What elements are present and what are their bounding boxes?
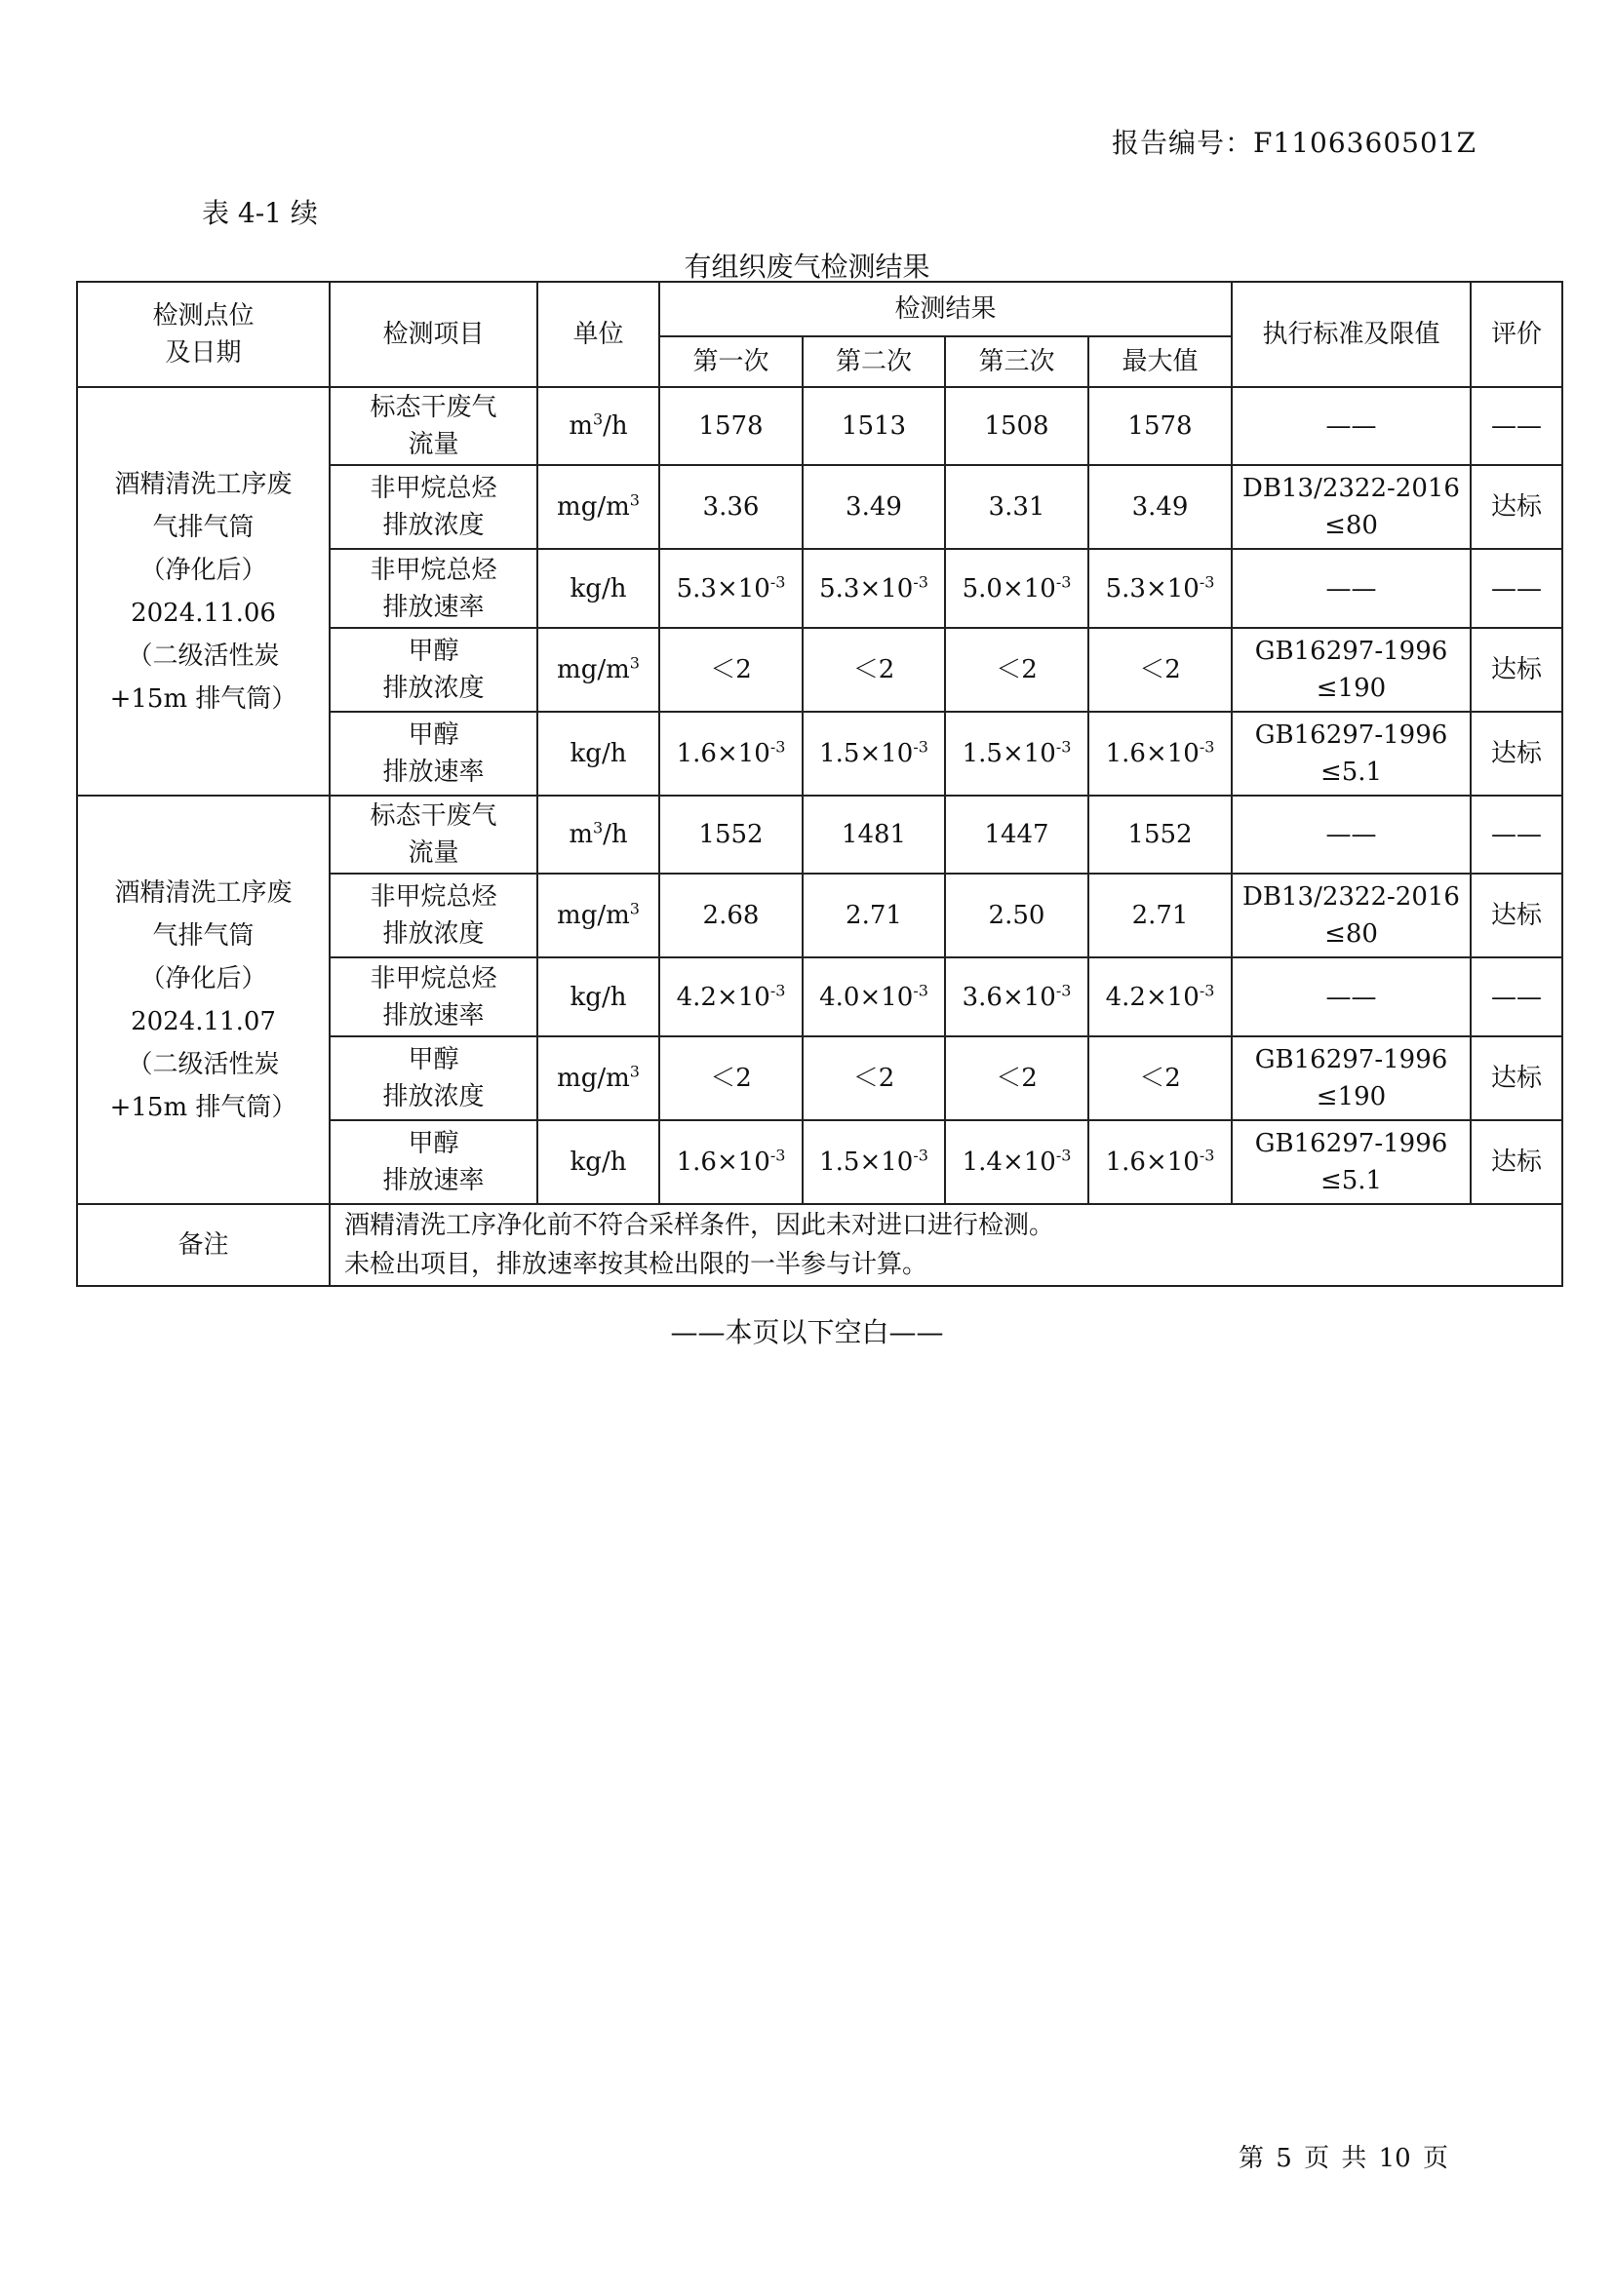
result-value: 2.71: [846, 901, 902, 930]
result-value: 1.5×10: [819, 1148, 914, 1177]
evaluation: 达标: [1471, 874, 1562, 957]
header-run2: 第二次: [803, 336, 945, 387]
test-item-line: 流量: [408, 838, 459, 868]
result-run-2: [803, 796, 945, 874]
sampling-point-line: +15m 排气筒）: [109, 1092, 297, 1122]
evaluation: 达标: [1471, 628, 1562, 712]
unit: [537, 1120, 659, 1204]
unit-base: mg/m: [557, 901, 630, 930]
result-exponent: -3: [913, 571, 928, 591]
result-value: 1578: [1127, 411, 1193, 441]
test-item: [330, 712, 537, 796]
standard-limit: [1232, 1120, 1471, 1204]
test-item-line: 甲醇: [408, 1045, 459, 1074]
unit: [537, 874, 659, 957]
unit-suffix: /h: [603, 411, 628, 441]
table-caption: 表 4-1 续: [202, 197, 318, 229]
standard-line: GB16297-1996: [1254, 1129, 1448, 1158]
unit-base: kg/h: [570, 739, 627, 768]
standard-limit: [1232, 387, 1471, 465]
test-item-line: 甲醇: [408, 1129, 459, 1158]
result-value: ＜2: [852, 1064, 895, 1093]
result-exponent: -3: [769, 980, 786, 999]
result-value: 1552: [1127, 820, 1193, 849]
standard-line: ≤80: [1324, 511, 1378, 540]
result-run-1: [659, 549, 803, 628]
result-value: ＜2: [996, 655, 1038, 684]
table-row: [77, 796, 1562, 874]
header-run3: 第三次: [945, 336, 1088, 387]
test-item: [330, 1120, 537, 1204]
result-run-3: [945, 1036, 1088, 1120]
result-value: 1508: [984, 411, 1049, 441]
evaluation: ——: [1471, 957, 1562, 1036]
test-item: [330, 796, 537, 874]
standard-limit: [1232, 628, 1471, 712]
result-run-2: [803, 712, 945, 796]
unit-base: mg/m: [557, 655, 630, 684]
result-run-2: [803, 628, 945, 712]
test-item: [330, 628, 537, 712]
standard-line: ——: [1325, 982, 1377, 1012]
unit-base: kg/h: [570, 982, 627, 1012]
unit-base: mg/m: [557, 1064, 630, 1093]
result-value: 3.6×10: [962, 982, 1056, 1012]
test-item-line: 标态干废气: [370, 393, 497, 422]
sampling-point-line: 2024.11.06: [131, 598, 276, 628]
test-item: [330, 1036, 537, 1120]
test-item-line: 排放速率: [382, 1000, 485, 1031]
sampling-point: [77, 796, 330, 1204]
unit-exponent: 3: [592, 409, 604, 429]
result-value: 1513: [841, 411, 907, 441]
result-max: [1088, 796, 1232, 874]
standard-line: ≤5.1: [1319, 758, 1383, 787]
result-exponent: -3: [1199, 1146, 1215, 1165]
remarks-line: 酒精清洗工序净化前不符合采样条件，因此未对进口进行检测。: [344, 1211, 1055, 1240]
remarks-line: 未检出项目，排放速率按其检出限的一半参与计算。: [344, 1250, 928, 1279]
result-exponent: -3: [1199, 571, 1215, 591]
result-value: 3.31: [988, 492, 1045, 522]
standard-line: ≤5.1: [1319, 1166, 1383, 1195]
test-item-line: 非甲烷总烃: [370, 882, 497, 912]
test-item-line: 流量: [408, 430, 459, 459]
test-item-line: 甲醇: [408, 720, 459, 750]
unit-base: m: [569, 820, 593, 849]
results-table: [76, 281, 1563, 1287]
standard-line: ≤190: [1316, 1082, 1387, 1111]
result-run-3: [945, 628, 1088, 712]
remarks-text: [330, 1204, 1562, 1286]
result-exponent: -3: [769, 571, 786, 591]
sampling-point-line: （二级活性炭: [127, 1049, 280, 1079]
unit: [537, 1036, 659, 1120]
result-max: [1088, 874, 1232, 957]
result-exponent: -3: [913, 980, 928, 999]
test-item-line: 甲醇: [408, 637, 459, 666]
unit-base: m: [569, 411, 593, 441]
result-exponent: -3: [913, 1146, 928, 1165]
result-max: [1088, 549, 1232, 628]
result-value: 1552: [698, 820, 764, 849]
result-exponent: -3: [769, 1146, 786, 1165]
header-evaluation: 评价: [1471, 282, 1562, 387]
standard-line: ——: [1325, 820, 1377, 849]
evaluation: ——: [1471, 549, 1562, 628]
test-item-line: 排放速率: [382, 592, 485, 622]
unit-suffix: /h: [603, 820, 628, 849]
test-item: [330, 874, 537, 957]
result-exponent: -3: [1055, 737, 1072, 757]
evaluation: 达标: [1471, 1120, 1562, 1204]
test-item-line: 排放浓度: [382, 1082, 485, 1111]
standard-line: DB13/2322-2016: [1242, 474, 1460, 503]
result-value: 1.5×10: [819, 739, 914, 768]
result-run-3: [945, 549, 1088, 628]
result-exponent: -3: [1055, 980, 1072, 999]
result-run-3: [945, 387, 1088, 465]
test-item-line: 排放浓度: [382, 674, 485, 703]
result-max: [1088, 712, 1232, 796]
unit-exponent: 3: [629, 490, 640, 510]
result-run-3: [945, 796, 1088, 874]
unit-base: kg/h: [570, 1148, 627, 1177]
result-exponent: -3: [1055, 1146, 1072, 1165]
unit-exponent: 3: [592, 818, 604, 837]
header-run1: 第一次: [659, 336, 803, 387]
evaluation: ——: [1471, 796, 1562, 874]
header-standard: 执行标准及限值: [1232, 282, 1471, 387]
unit: [537, 712, 659, 796]
result-value: ＜2: [1139, 1064, 1181, 1093]
sampling-point-line: 气排气筒: [152, 512, 255, 542]
standard-line: GB16297-1996: [1254, 637, 1448, 666]
header-item: 检测项目: [330, 282, 537, 387]
result-run-1: [659, 796, 803, 874]
header-point: [77, 282, 330, 387]
result-value: 1.4×10: [962, 1148, 1056, 1177]
unit: [537, 465, 659, 549]
result-run-1: [659, 712, 803, 796]
table-row: [77, 387, 1562, 465]
result-value: 1447: [984, 820, 1049, 849]
result-run-3: [945, 874, 1088, 957]
standard-limit: [1232, 549, 1471, 628]
header-max: 最大值: [1088, 336, 1232, 387]
result-value: 2.71: [1131, 901, 1189, 930]
result-value: ＜2: [996, 1064, 1038, 1093]
result-run-1: [659, 957, 803, 1036]
sampling-point-line: （二级活性炭: [127, 641, 280, 671]
test-item-line: 排放速率: [382, 1166, 485, 1195]
evaluation: ——: [1471, 387, 1562, 465]
test-item: [330, 957, 537, 1036]
result-value: 3.49: [846, 492, 902, 522]
result-value: ＜2: [852, 655, 895, 684]
standard-line: ≤80: [1324, 919, 1378, 949]
unit: [537, 549, 659, 628]
result-max: [1088, 465, 1232, 549]
result-value: 4.2×10: [1105, 982, 1200, 1012]
result-run-3: [945, 957, 1088, 1036]
result-max: [1088, 1120, 1232, 1204]
result-run-2: [803, 465, 945, 549]
result-value: 1.6×10: [676, 739, 770, 768]
result-run-1: [659, 465, 803, 549]
result-run-2: [803, 1120, 945, 1204]
result-run-2: [803, 1036, 945, 1120]
result-run-2: [803, 387, 945, 465]
standard-line: ——: [1325, 573, 1377, 603]
result-value: 5.3×10: [676, 573, 770, 603]
standard-line: GB16297-1996: [1254, 720, 1448, 750]
result-value: 5.3×10: [819, 573, 914, 603]
test-item-line: 非甲烷总烃: [370, 555, 497, 585]
result-run-2: [803, 957, 945, 1036]
evaluation: 达标: [1471, 465, 1562, 549]
test-item-line: 排放浓度: [382, 919, 485, 949]
sampling-point-line: （净化后）: [139, 963, 267, 993]
test-item-line: 非甲烷总烃: [370, 474, 497, 503]
result-run-1: [659, 387, 803, 465]
result-value: 1.5×10: [962, 739, 1056, 768]
result-run-1: [659, 874, 803, 957]
result-value: 1481: [841, 820, 907, 849]
table-body: [77, 387, 1562, 1204]
result-run-3: [945, 1120, 1088, 1204]
unit: [537, 796, 659, 874]
result-run-3: [945, 712, 1088, 796]
result-value: 3.49: [1131, 492, 1189, 522]
table-title: 有组织废气检测结果: [684, 251, 930, 283]
test-item-line: 标态干废气: [370, 801, 497, 831]
standard-limit: [1232, 465, 1471, 549]
test-item: [330, 549, 537, 628]
test-item-line: 非甲烷总烃: [370, 963, 497, 993]
result-max: [1088, 387, 1232, 465]
result-value: ＜2: [1139, 655, 1181, 684]
standard-limit: [1232, 712, 1471, 796]
standard-line: DB13/2322-2016: [1242, 882, 1460, 912]
sampling-point-line: 2024.11.07: [131, 1006, 276, 1036]
sampling-point: [77, 387, 330, 796]
unit-exponent: 3: [629, 653, 640, 673]
sampling-point-line: （净化后）: [139, 555, 267, 585]
remarks-label: 备注: [77, 1204, 330, 1286]
standard-line: ——: [1325, 411, 1377, 441]
report-number: 报告编号：F1106360501Z: [1112, 127, 1477, 159]
evaluation: 达标: [1471, 712, 1562, 796]
result-value: 4.0×10: [819, 982, 914, 1012]
result-value: ＜2: [710, 1064, 752, 1093]
unit: [537, 628, 659, 712]
result-value: 2.50: [988, 901, 1045, 930]
unit: [537, 957, 659, 1036]
standard-limit: [1232, 874, 1471, 957]
result-max: [1088, 957, 1232, 1036]
result-value: 2.68: [702, 901, 760, 930]
result-exponent: -3: [769, 737, 786, 757]
standard-limit: [1232, 1036, 1471, 1120]
result-run-2: [803, 874, 945, 957]
result-run-1: [659, 1036, 803, 1120]
test-item-line: 排放浓度: [382, 511, 485, 540]
sampling-point-line: 酒精清洗工序废: [114, 877, 293, 908]
result-exponent: -3: [1199, 737, 1215, 757]
standard-limit: [1232, 957, 1471, 1036]
result-value: 5.3×10: [1105, 573, 1200, 603]
page-number: 第 5 页 共 10 页: [1239, 2144, 1448, 2173]
test-item: [330, 387, 537, 465]
result-value: 1.6×10: [1105, 1148, 1200, 1177]
unit-base: mg/m: [557, 492, 630, 522]
test-item: [330, 465, 537, 549]
header-results: 检测结果: [659, 282, 1232, 336]
result-value: 1.6×10: [676, 1148, 770, 1177]
test-item-line: 排放速率: [382, 758, 485, 787]
header-unit: 单位: [537, 282, 659, 387]
standard-line: ≤190: [1316, 674, 1387, 703]
standard-line: GB16297-1996: [1254, 1045, 1448, 1074]
unit-exponent: 3: [629, 1062, 640, 1081]
sampling-point-line: 气排气筒: [152, 920, 255, 951]
sampling-point-line: 酒精清洗工序废: [114, 469, 293, 499]
unit-base: kg/h: [570, 573, 627, 603]
result-exponent: -3: [1199, 980, 1215, 999]
result-max: [1088, 628, 1232, 712]
result-run-2: [803, 549, 945, 628]
result-exponent: -3: [1055, 571, 1072, 591]
result-max: [1088, 1036, 1232, 1120]
standard-limit: [1232, 796, 1471, 874]
result-value: ＜2: [710, 655, 752, 684]
header-point-line: 检测点位: [152, 301, 255, 331]
result-run-1: [659, 628, 803, 712]
result-run-1: [659, 1120, 803, 1204]
unit: [537, 387, 659, 465]
sampling-point-line: +15m 排气筒）: [109, 683, 297, 714]
result-value: 4.2×10: [676, 982, 770, 1012]
result-value: 3.36: [702, 492, 760, 522]
unit-exponent: 3: [629, 899, 640, 918]
result-exponent: -3: [913, 737, 928, 757]
evaluation: 达标: [1471, 1036, 1562, 1120]
result-run-3: [945, 465, 1088, 549]
page-end-note: ——本页以下空白——: [670, 1316, 944, 1348]
header-point-line: 及日期: [165, 338, 242, 368]
result-value: 1.6×10: [1105, 739, 1200, 768]
result-value: 1578: [698, 411, 764, 441]
result-value: 5.0×10: [962, 573, 1056, 603]
